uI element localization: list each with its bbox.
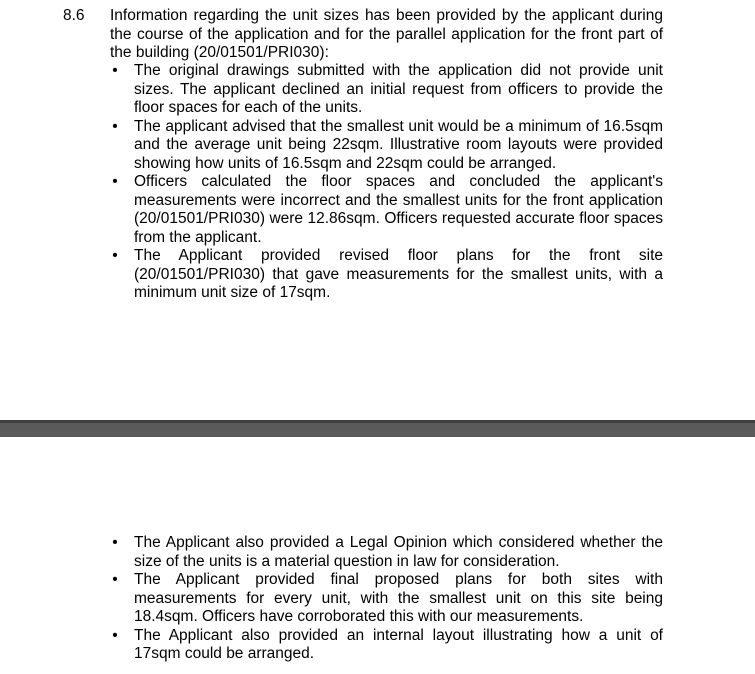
list-item-text: The Applicant also provided a Legal Opinion which considered whether the size of the units is a material question in law for consideration. (134, 534, 663, 570)
bullet-icon: • (112, 173, 118, 190)
paragraph-number: 8.6 (63, 7, 85, 24)
list-item (110, 627, 663, 664)
list-item (110, 534, 663, 571)
bullet-icon: • (112, 117, 118, 135)
list-item-text: The Applicant provided final proposed plans for both sites with measurements for every unit, with the smallest unit on this site being 18.4sqm. Officers have corroborated this with our measurements. (134, 571, 663, 625)
bullet-icon: • (112, 247, 118, 264)
bullet-icon: • (112, 626, 118, 644)
page-separator (0, 420, 755, 437)
bullet-list-page-1 (110, 62, 663, 303)
list-item (110, 247, 663, 303)
list-item-text: The original drawings submitted with the application did not provide unit sizes. The applicant declined an initial request from officers to provide the floor spaces for each of the units. (134, 62, 663, 116)
list-item (110, 173, 663, 247)
list-item-text: Officers calculated the floor spaces and concluded the applicant's measurements were incorrect and the smallest units for the front application (20/01501/PRI030) were 12.86sqm. Officers requested accurate floor spaces from the applicant. (134, 173, 663, 246)
bullet-icon: • (112, 62, 118, 79)
list-item-text: The applicant advised that the smallest unit would be a minimum of 16.5sqm and the average unit being 22sqm. Illustrative room layouts were provided showing how units of 16.5sqm and 22sqm could be arranged. (134, 117, 663, 172)
list-item-text: The Applicant also provided an internal layout illustrating how a unit of 17sqm could be arranged. (134, 626, 663, 662)
bullet-icon: • (112, 534, 118, 551)
list-item (110, 62, 663, 118)
list-item (110, 571, 663, 627)
list-item (110, 118, 663, 174)
list-item-text: The Applicant provided revised floor plans for the front site (20/01501/PRI030) that gave measurements for the smallest units, with a minimum unit size of 17sqm. (134, 247, 663, 301)
document-page-2 (0, 437, 755, 674)
bullet-list-page-2 (110, 534, 663, 664)
paragraph-intro: Information regarding the unit sizes has been provided by the applicant during the course of the application and for the parallel application for the front part of the building (20/01501/PRI030): (110, 7, 663, 61)
bullet-icon: • (112, 571, 118, 588)
